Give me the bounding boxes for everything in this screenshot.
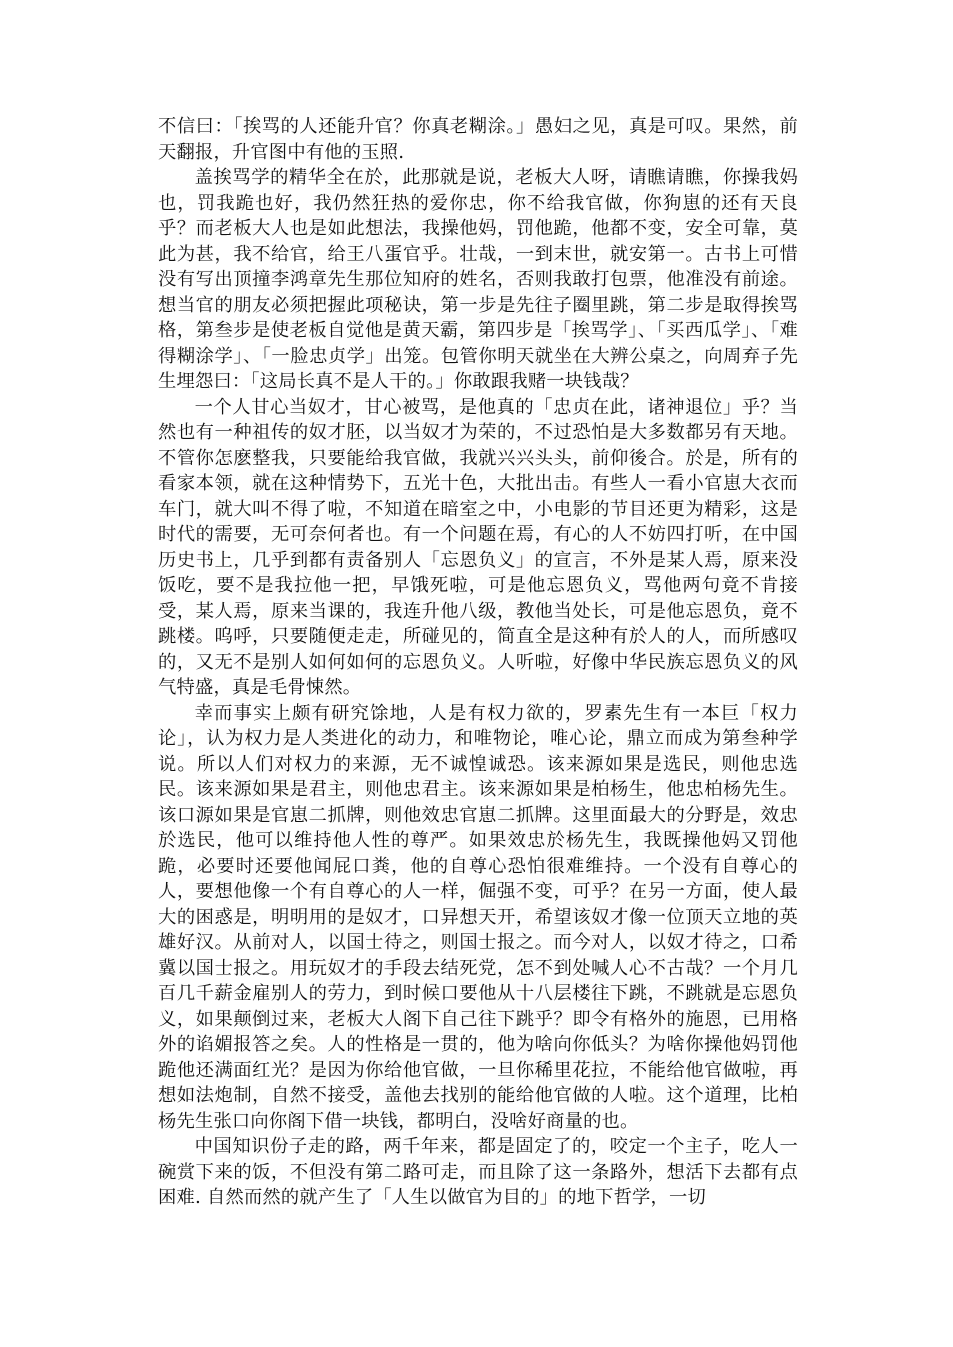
paragraph-4: 幸而事实上颇有研究馀地，人是有权力欲的，罗素先生有一本巨「权力论」，认为权力是人类进化的动力，和唯物论，唯心论，鼎立而成为第叁种学说。所以人们对权力的来源，无不诚惶诚恐。该来源如果是选民，则他忠选民。该来源如果是君主，则他忠君主。该来源如果是柏杨生，他忠柏杨先生。该口源如果是官崽二抓牌，则他效忠官崽二抓牌。这里面最大的分野是，效忠於选民，他可以维持他人性的尊严。如果效忠於杨先生，我既操他妈又罚他跪，必要时还要他闻屁口粪，他的自尊心恐怕很难维持。一个没有自尊心的人，要想他像一个有自尊心的人一样，倔强不变，可乎？在另一方面，使人最大的困惑是，明明用的是奴才，口异想天开，希望该奴才像一位顶天立地的英雄好汉。从前对人，以国士待之，则国士报之。而今对人，以奴才待之，口希冀以国士报之。用玩奴才的手段去结死党，怎不到处喊人心不古哉？一个月几百几千薪金雇别人的劳力，到时候口要他从十八层楼往下跳，不跳就是忘恩负义，如果颠倒过来，老板大人阁下自己往下跳乎？即令有格外的施恩，已用格外的谄媚报答之矣。人的性格是一贯的，他为啥向你低头？为啥你操他妈罚他跪他还满面红光？是因为你给他官做，一旦你稀里花拉，不能给他官做啦，再想如法炮制，自然不接受，盖他去找别的能给他官做的人啦。这个道理，比柏杨先生张口向你阁下借一块钱，都明白，没啥好商量的也。 bbox=[158, 702, 798, 1132]
document-page bbox=[158, 114, 798, 1211]
paragraph-2: 盖挨骂学的精华全在於，此那就是说，老板大人呀，请瞧请瞧，你操我妈也，罚我跪也好，我仍然狂热的爱你忠，你不给我官做，你狗崽的还有天良乎？而老板大人也是如此想法，我操他妈，罚他跪，他都不变，安全可靠，莫此为甚，我不给官，给王八蛋官乎。壮哉，一到末世，就安第一。古书上可惜没有写出顶撞李鸿章先生那位知府的姓名，否则我敢打包票，他准没有前途。想当官的朋友必须把握此项秘诀，第一步是先往子圈里跳，第二步是取得挨骂格，第叁步是使老板自觉他是黄天霸，第四步是「挨骂学」、「买西瓜学」、「难得糊涂学」、「一脸忠贞学」出笼。包管你明天就坐在大辨公桌之，向周弃子先生埋怨曰：「这局长真不是人干的。」你敢跟我赌一块钱哉？ bbox=[158, 167, 798, 392]
paragraph-3: 一个人甘心当奴才，甘心被骂，是他真的「忠贞在此，诸神退位」乎？当然也有一种祖传的奴才胚，以当奴才为荣的，不过恐怕是大多数都另有天地。不管你怎麽整我，只要能给我官做，我就兴兴头头，前仰後合。於是，所有的看家本领，就在这种情势下，五光十色，大批出击。有些人一看小官崽大衣而车门，就大叫不得了啦，不知道在暗室之中，小电影的节目还更为精彩，这是时代的需要，无可奈何者也。有一个问题在焉，有心的人不妨四打听，在中国历史书上，几乎到都有责备别人「忘恩负义」的宣言，不外是某人焉，原来没饭吃，要不是我拉他一把，早饿死啦，可是他忘恩负义，骂他两句竟不肯接受，某人焉，原来当课的，我连升他八级，教他当处长，可是他忘恩负，竟不跳楼。呜呼，只要随便走走，所碰见的，简直全是这种有於人的人，而所感叹的，又无不是别人如何如何的忘恩负义。人听啦，好像中华民族忘恩负义的风气特盛，真是毛骨悚然。 bbox=[158, 396, 798, 698]
paragraph-1: 不信曰：「挨骂的人还能升官？你真老糊涂。」愚妇之见，真是可叹。果然，前天翻报，升官图中有他的玉照. bbox=[158, 116, 798, 163]
paragraph-5: 中国知识份子走的路，两千年来，都是固定了的，咬定一个主子，吃人一碗赏下来的饭，不但没有第二路可走，而且除了这一条路外，想活下去都有点困难. 自然而然的就产生了「人生以做官为目的」的地下哲学，一切 bbox=[158, 1136, 798, 1208]
